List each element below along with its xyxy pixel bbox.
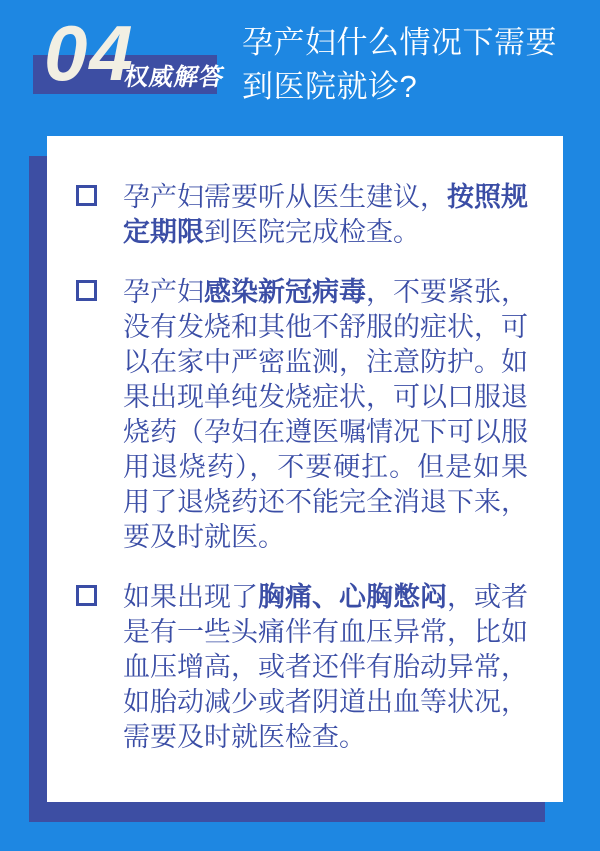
page-title: 孕产妇什么情况下需要到医院就诊? [242, 25, 557, 104]
list-item [76, 580, 528, 755]
bullet-list [47, 136, 563, 755]
checkbox-icon [76, 585, 97, 606]
list-item-text: 孕产妇需要听从医生建议，按照规定期限到医院完成检查。 [123, 182, 528, 247]
list-item [76, 180, 528, 250]
badge-label: 权威解答 [122, 63, 227, 91]
checkbox-icon [76, 185, 97, 206]
answer-card [47, 136, 563, 802]
checkbox-icon [76, 280, 97, 301]
list-item-text: 如果出现了胸痛、心胸憋闷，或者是有一些头痛伴有血压异常，比如血压增高，或者还伴有胎动异常，如胎动减少或者阴道出血等状况，需要及时就医检查。 [123, 582, 528, 752]
list-item-text: 孕产妇感染新冠病毒，不要紧张，没有发烧和其他不舒服的症状，可以在家中严密监测，注意防护。如果出现单纯发烧症状，可以口服退烧药（孕妇在遵医嘱情况下可以服用退烧药），不要硬扛。但是如果用了退烧药还不能完全消退下来，要及时就医。 [123, 277, 528, 552]
list-item [76, 275, 528, 555]
section-number: 04 [44, 9, 135, 97]
